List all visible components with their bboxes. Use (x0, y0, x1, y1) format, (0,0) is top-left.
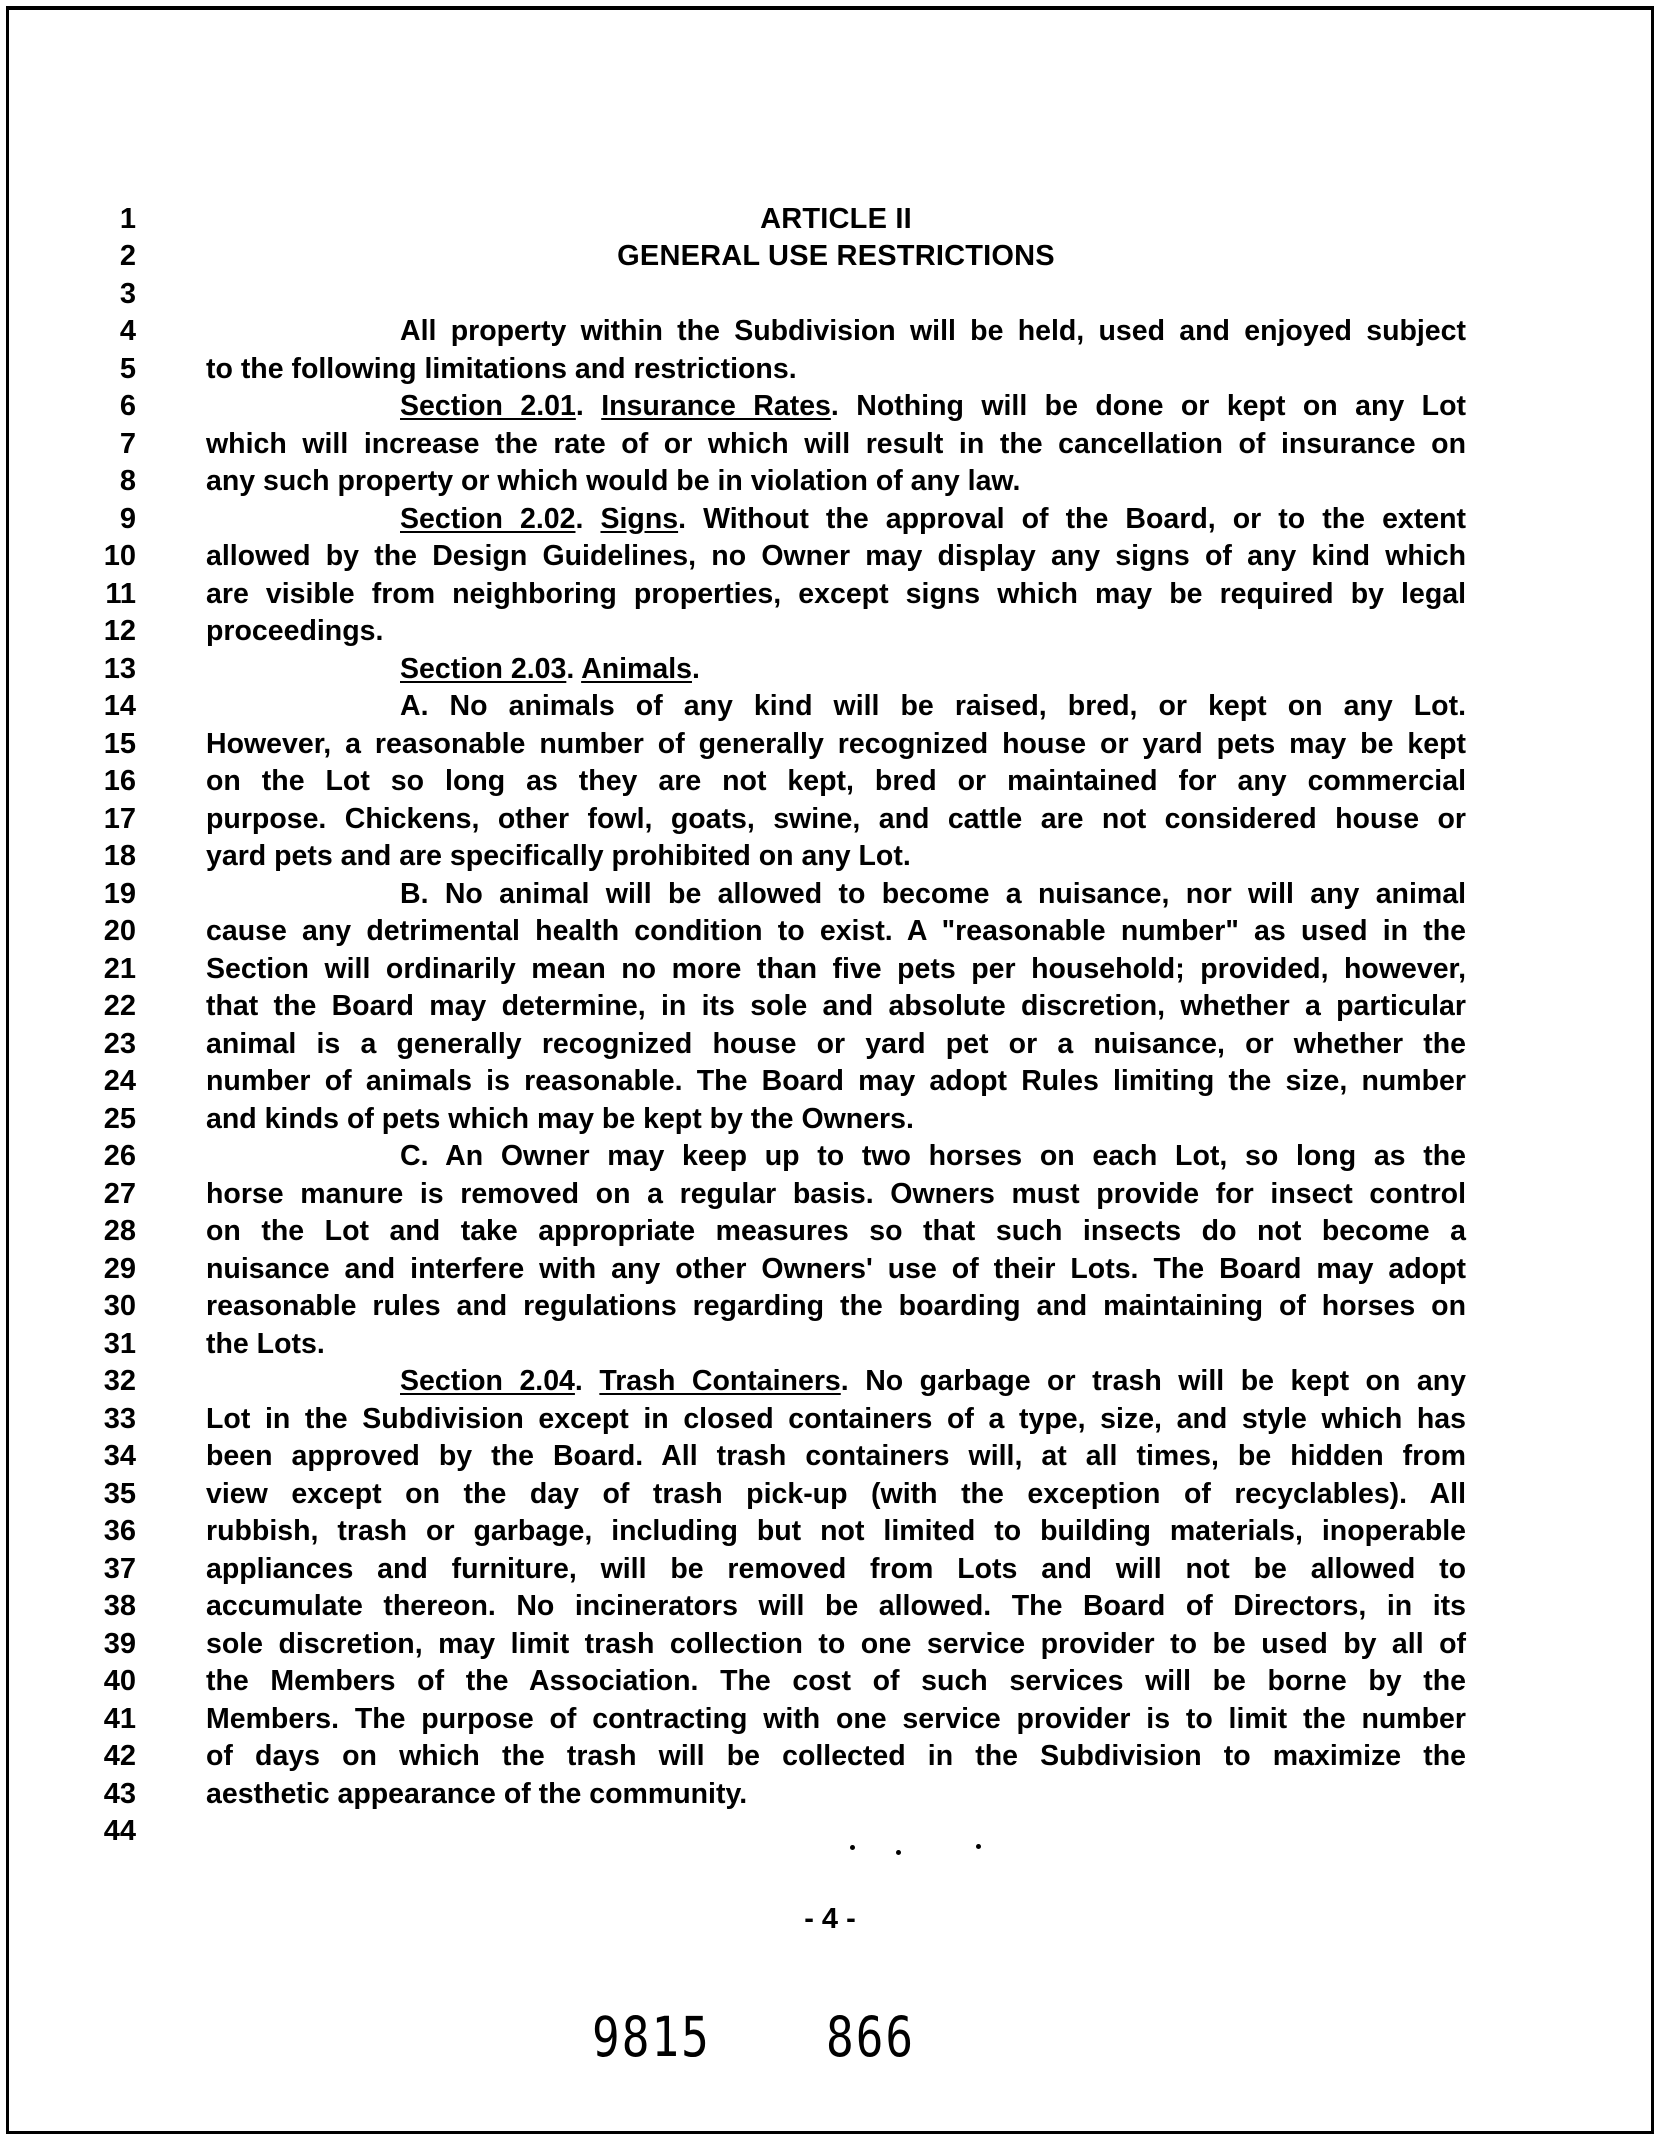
body-line: purpose. Chickens, other fowl, goats, swine, and cattle are not considered house or (206, 803, 1466, 835)
body-line: nuisance and interfere with any other Owners' use of their Lots. The Board may adopt (206, 1253, 1466, 1285)
line-number: 22 (103, 990, 136, 1022)
line-number: 19 (103, 878, 136, 910)
scan-speck (896, 1850, 901, 1855)
line-number: 8 (119, 465, 136, 497)
line-number: 15 (103, 728, 136, 760)
section-separator: . (575, 503, 601, 535)
section-title: Trash Containers (599, 1365, 841, 1397)
body-line: horse manure is removed on a regular basis. Owners must provide for insect control (206, 1178, 1466, 1210)
section-number: Section 2.01 (400, 390, 576, 422)
line-number: 6 (119, 390, 136, 422)
section-number: Section 2.04 (400, 1365, 575, 1397)
body-line: cause any detrimental health condition to exist. A "reasonable number" as used in the (206, 915, 1466, 947)
body-line: been approved by the Board. All trash containers will, at all times, be hidden from (206, 1440, 1466, 1472)
section-heading-line (400, 388, 1466, 426)
line-number: 12 (103, 615, 136, 647)
body-line: which will increase the rate of or which will result in the cancellation of insurance on (206, 428, 1466, 460)
body-line: A. No animals of any kind will be raised, bred, or kept on any Lot. (400, 690, 1466, 722)
section-heading-line (400, 501, 1466, 539)
article-subheading: GENERAL USE RESTRICTIONS (617, 240, 1055, 272)
line-number: 35 (103, 1478, 136, 1510)
line-number: 40 (103, 1665, 136, 1697)
line-number: 1 (119, 203, 136, 235)
body-line: B. No animal will be allowed to become a nuisance, nor will any animal (400, 878, 1466, 910)
line-number: 14 (103, 690, 136, 722)
line-number: 4 (119, 315, 136, 347)
section-title: Animals (581, 653, 692, 685)
line-number: 20 (103, 915, 136, 947)
line-number: 5 (119, 353, 136, 385)
line-number: 13 (103, 653, 136, 685)
line-number: 10 (103, 540, 136, 572)
line-number: 28 (103, 1215, 136, 1247)
body-line: allowed by the Design Guidelines, no Owner may display any signs of any kind which (206, 540, 1466, 572)
section-number: Section 2.03 (400, 653, 567, 685)
body-line: to the following limitations and restrictions. (206, 353, 797, 385)
line-number: 42 (103, 1740, 136, 1772)
section-heading-line (400, 651, 1466, 689)
line-number: 24 (103, 1065, 136, 1097)
line-number: 38 (103, 1590, 136, 1622)
section-title: Insurance Rates (601, 390, 831, 422)
body-line: on the Lot so long as they are not kept, bred or maintained for any commercial (206, 765, 1466, 797)
line-number: 2 (119, 240, 136, 272)
body-line: reasonable rules and regulations regarding the boarding and maintaining of horses on (206, 1290, 1466, 1322)
section-separator: . (575, 390, 602, 422)
section-text: . Nothing will be done or kept on any Lot (830, 390, 1466, 422)
body-line: proceedings. (206, 615, 384, 647)
body-line: Section will ordinarily mean no more than five pets per household; provided, however, (206, 953, 1466, 985)
body-line: that the Board may determine, in its sole and absolute discretion, whether a particular (206, 990, 1466, 1022)
line-number: 11 (105, 578, 136, 610)
body-line: on the Lot and take appropriate measures so that such insects do not become a (206, 1215, 1466, 1247)
line-number: 3 (119, 278, 136, 310)
line-number: 44 (103, 1815, 136, 1847)
line-number: 37 (103, 1553, 136, 1585)
line-number: 30 (103, 1290, 136, 1322)
section-title: Signs (600, 503, 679, 535)
line-number: 34 (103, 1440, 136, 1472)
line-number: 18 (103, 840, 136, 872)
line-number: 7 (119, 428, 136, 460)
line-number: 16 (103, 765, 136, 797)
body-line: animal is a generally recognized house or yard pet or a nuisance, or whether the (206, 1028, 1466, 1060)
body-line: C. An Owner may keep up to two horses on each Lot, so long as the (400, 1140, 1466, 1172)
section-separator: . (566, 653, 582, 685)
section-text: . Without the approval of the Board, or to the extent (678, 503, 1467, 535)
line-number: 39 (103, 1628, 136, 1660)
line-number: 31 (103, 1328, 136, 1360)
line-number: 23 (103, 1028, 136, 1060)
body-line: Lot in the Subdivision except in closed containers of a type, size, and style which has (206, 1403, 1466, 1435)
body-line: number of animals is reasonable. The Board may adopt Rules limiting the size, number (206, 1065, 1466, 1097)
body-line: view except on the day of trash pick-up (with the exception of recyclables). All (206, 1478, 1466, 1510)
scan-speck (976, 1844, 981, 1849)
section-text: . (691, 653, 700, 685)
line-number: 43 (103, 1778, 136, 1810)
line-number: 29 (103, 1253, 136, 1285)
line-number: 36 (103, 1515, 136, 1547)
body-line: the Lots. (206, 1328, 325, 1360)
line-number: 41 (103, 1703, 136, 1735)
body-line: rubbish, trash or garbage, including but not limited to building materials, inoperable (206, 1515, 1466, 1547)
body-line: yard pets and are specifically prohibited on any Lot. (206, 840, 911, 872)
document-stamp-number: 866 (826, 2004, 916, 2070)
body-line: accumulate thereon. No incinerators will be allowed. The Board of Directors, in its (206, 1590, 1466, 1622)
line-number: 9 (119, 503, 136, 535)
body-line: However, a reasonable number of generally recognized house or yard pets may be kept (206, 728, 1466, 760)
body-line: any such property or which would be in violation of any law. (206, 465, 1021, 497)
body-line: aesthetic appearance of the community. (206, 1778, 748, 1810)
body-line: Members. The purpose of contracting with one service provider is to limit the number (206, 1703, 1466, 1735)
line-number: 17 (103, 803, 136, 835)
line-number: 25 (103, 1103, 136, 1135)
body-line: appliances and furniture, will be removed from Lots and will not be allowed to (206, 1553, 1466, 1585)
line-number: 26 (103, 1140, 136, 1172)
section-number: Section 2.02 (400, 503, 576, 535)
body-line: sole discretion, may limit trash collection to one service provider to be used by all of (206, 1628, 1466, 1660)
article-heading: ARTICLE II (760, 203, 912, 235)
line-number: 32 (103, 1365, 136, 1397)
body-line: of days on which the trash will be collected in the Subdivision to maximize the (206, 1740, 1466, 1772)
section-separator: . (574, 1365, 600, 1397)
section-heading-line (400, 1363, 1466, 1401)
body-line: are visible from neighboring properties, except signs which may be required by legal (206, 578, 1466, 610)
page-number: - 4 - (804, 1903, 856, 1935)
line-number: 33 (103, 1403, 136, 1435)
body-line: All property within the Subdivision will be held, used and enjoyed subject (400, 315, 1466, 347)
body-line: and kinds of pets which may be kept by the Owners. (206, 1103, 914, 1135)
scan-speck (850, 1845, 855, 1850)
line-number: 27 (103, 1178, 136, 1210)
section-text: . No garbage or trash will be kept on any (840, 1365, 1466, 1397)
document-stamp-number: 9815 (592, 2004, 711, 2070)
body-line: the Members of the Association. The cost of such services will be borne by the (206, 1665, 1466, 1697)
line-number: 21 (103, 953, 136, 985)
